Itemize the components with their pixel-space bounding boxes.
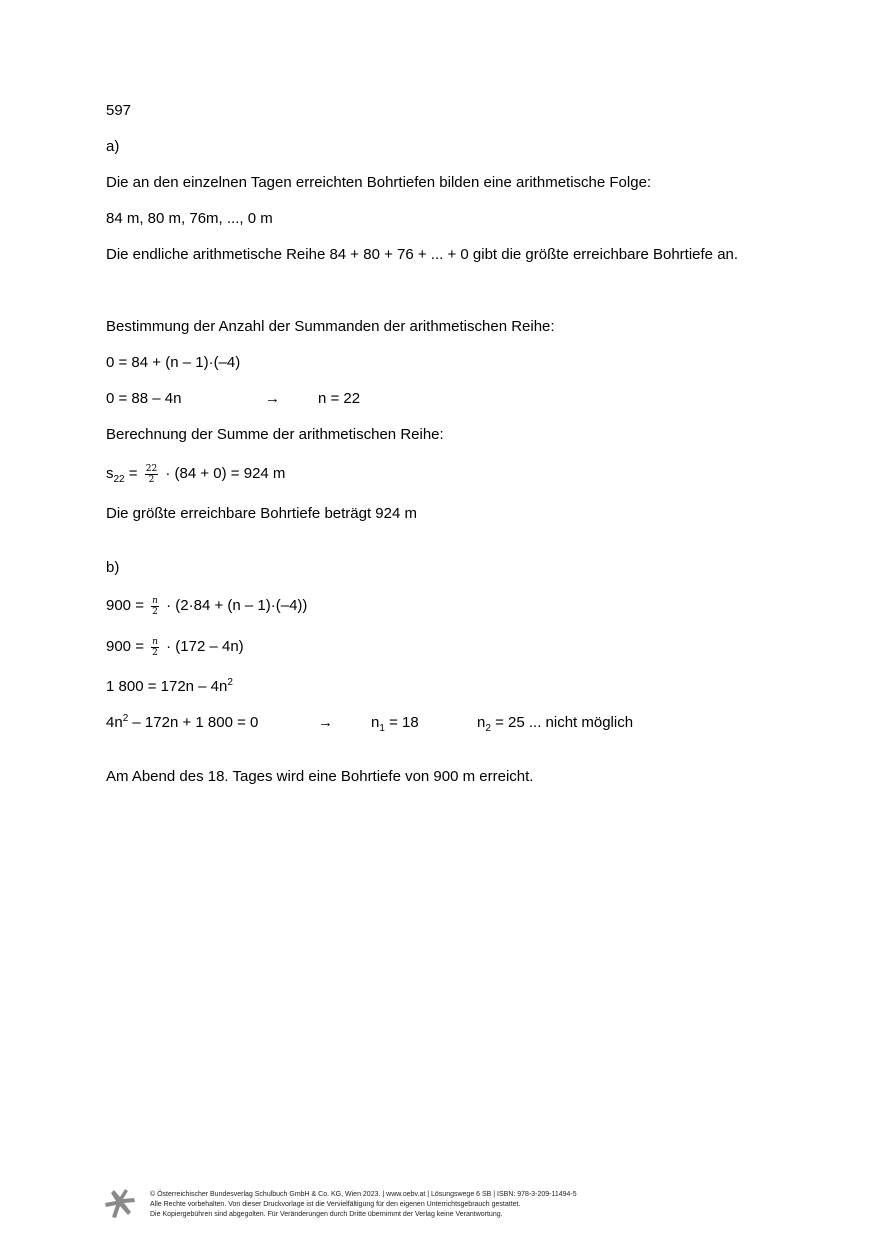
equation-b3-text: 1 800 = 172n – 4n <box>106 678 228 695</box>
n1-subscript: 1 <box>379 723 385 734</box>
n1-symbol: n <box>371 714 380 731</box>
footer-line-3: Die Kopiergebühren sind abgegolten. Für Veränderungen durch Dritte übernimmt der Verlag keine Verantwortung. <box>150 1211 503 1218</box>
n2-symbol: n <box>477 714 486 731</box>
n2-subscript: 2 <box>485 723 491 734</box>
publisher-logo-icon <box>104 1188 136 1220</box>
footer-line-2: Alle Rechte vorbehalten. Von dieser Druckvorlage ist die Vervielfältigung für den eigenen Unterrichtsgebrauch gestattet. <box>150 1201 521 1208</box>
sum-rest: · (84 + 0) = 924 m <box>165 465 286 482</box>
solution-n1 <box>371 714 419 732</box>
arrow-icon: → <box>318 714 333 731</box>
exercise-number: 597 <box>106 102 132 119</box>
result-a: Die größte erreichbare Bohrtiefe beträgt 924 m <box>106 505 417 522</box>
equation-b1 <box>106 594 307 618</box>
sum-symbol: s <box>106 465 114 482</box>
fraction-numerator: 22 <box>145 463 158 474</box>
summand-heading: Bestimmung der Anzahl der Summanden der arithmetischen Reihe: <box>106 318 555 335</box>
fraction <box>151 637 159 658</box>
fraction-denominator: 2 <box>152 647 158 658</box>
equation-b1-rest: · (2·84 + (n – 1)·(–4)) <box>166 597 308 614</box>
footer <box>150 1190 577 1220</box>
equation-b1-left: 900 = <box>106 597 144 614</box>
conclusion: Am Abend des 18. Tages wird eine Bohrtiefe von 900 m erreicht. <box>106 768 534 785</box>
sum-heading: Berechnung der Summe der arithmetischen Reihe: <box>106 426 444 443</box>
part-b-label: b) <box>106 559 120 576</box>
series-line: Die endliche arithmetische Reihe 84 + 80 + 76 + ... + 0 gibt die größte erreichbare Bohrtiefe an. <box>106 246 739 263</box>
fraction-denominator: 2 <box>152 606 158 617</box>
fraction-numerator: n <box>152 636 158 647</box>
sum-formula <box>106 462 285 486</box>
sequence-line: 84 m, 80 m, 76m, ..., 0 m <box>106 210 273 227</box>
n2-value: = 25 ... nicht möglich <box>490 714 634 731</box>
equation-1: 0 = 84 + (n – 1)·(–4) <box>106 354 241 371</box>
footer-line-1: © Österreichischer Bundesverlag Schulbuch GmbH & Co. KG, Wien 2023. | www.oebv.at | Lösungswege 6 SB | ISBN: 978-3-209-11494-5 <box>150 1191 577 1198</box>
fraction-numerator: n <box>152 595 158 606</box>
equation-b2-rest: · (172 – 4n) <box>166 638 244 655</box>
equation-2 <box>106 390 181 408</box>
equation-b4-rest: – 172n + 1 800 = 0 <box>128 714 259 731</box>
solution-n2 <box>477 714 633 732</box>
equation-2-left: 0 = 88 – 4n <box>106 390 182 407</box>
sum-equals: = <box>124 465 138 482</box>
equation-b4 <box>106 714 258 732</box>
fraction-denominator: 2 <box>148 474 155 485</box>
equation-b2 <box>106 635 244 659</box>
fraction <box>151 596 159 617</box>
exponent: 2 <box>122 713 129 724</box>
sum-subscript: 22 <box>113 474 125 485</box>
fraction <box>145 464 158 485</box>
equation-b2-left: 900 = <box>106 638 144 655</box>
text-line-1: Die an den einzelnen Tagen erreichten Bohrtiefen bilden eine arithmetische Folge: <box>106 174 652 191</box>
equation-b3 <box>106 678 233 696</box>
arrow-icon: → <box>265 390 280 407</box>
equation-2-result: n = 22 <box>318 390 361 407</box>
equation-b4-term: 4n <box>106 714 123 731</box>
part-a-label: a) <box>106 138 120 155</box>
n1-value: = 18 <box>384 714 419 731</box>
exponent: 2 <box>227 677 233 688</box>
